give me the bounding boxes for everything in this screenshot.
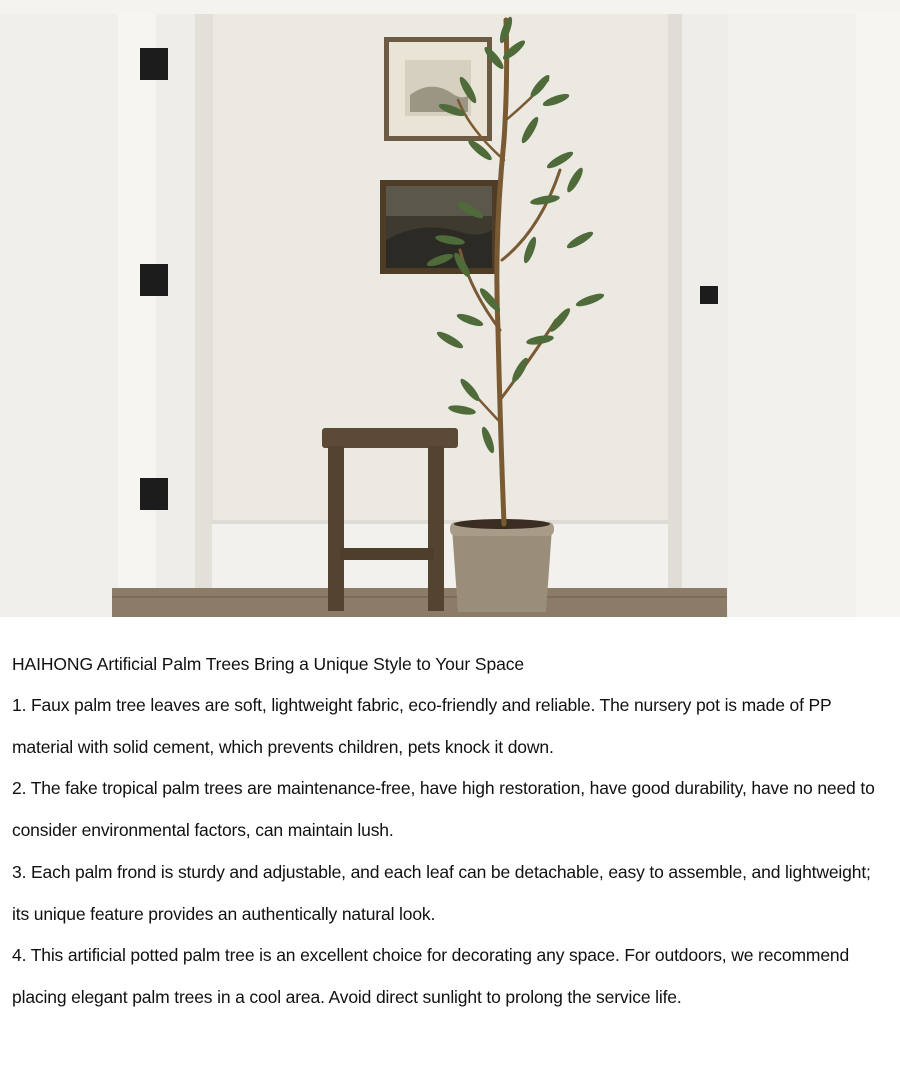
description-heading: HAIHONG Artificial Palm Trees Bring a Unique Style to Your Space: [12, 654, 525, 674]
feature-item-2: 2. The fake tropical palm trees are maintenance-free, have high restoration, have good durability, have no need to consider environmental factors, can maintain lush.: [12, 778, 875, 841]
feature-item-4: 4. This artificial potted palm tree is an excellent choice for decorating any space. For outdoors, we recommend placing elegant palm trees in a cool area. Avoid direct sunlight to prolong the service life.: [12, 945, 850, 1007]
feature-item-1: 1. Faux palm tree leaves are soft, lightweight fabric, eco-friendly and reliable. The nursery pot is made of PP material with solid cement, which prevents children, pets knock it down.: [12, 695, 832, 757]
product-description: [12, 643, 890, 1019]
feature-item-3: 3. Each palm frond is sturdy and adjustable, and each leaf can be detachable, easy to assemble, and lightweight; its unique feature provides an authentically natural look.: [12, 861, 871, 924]
